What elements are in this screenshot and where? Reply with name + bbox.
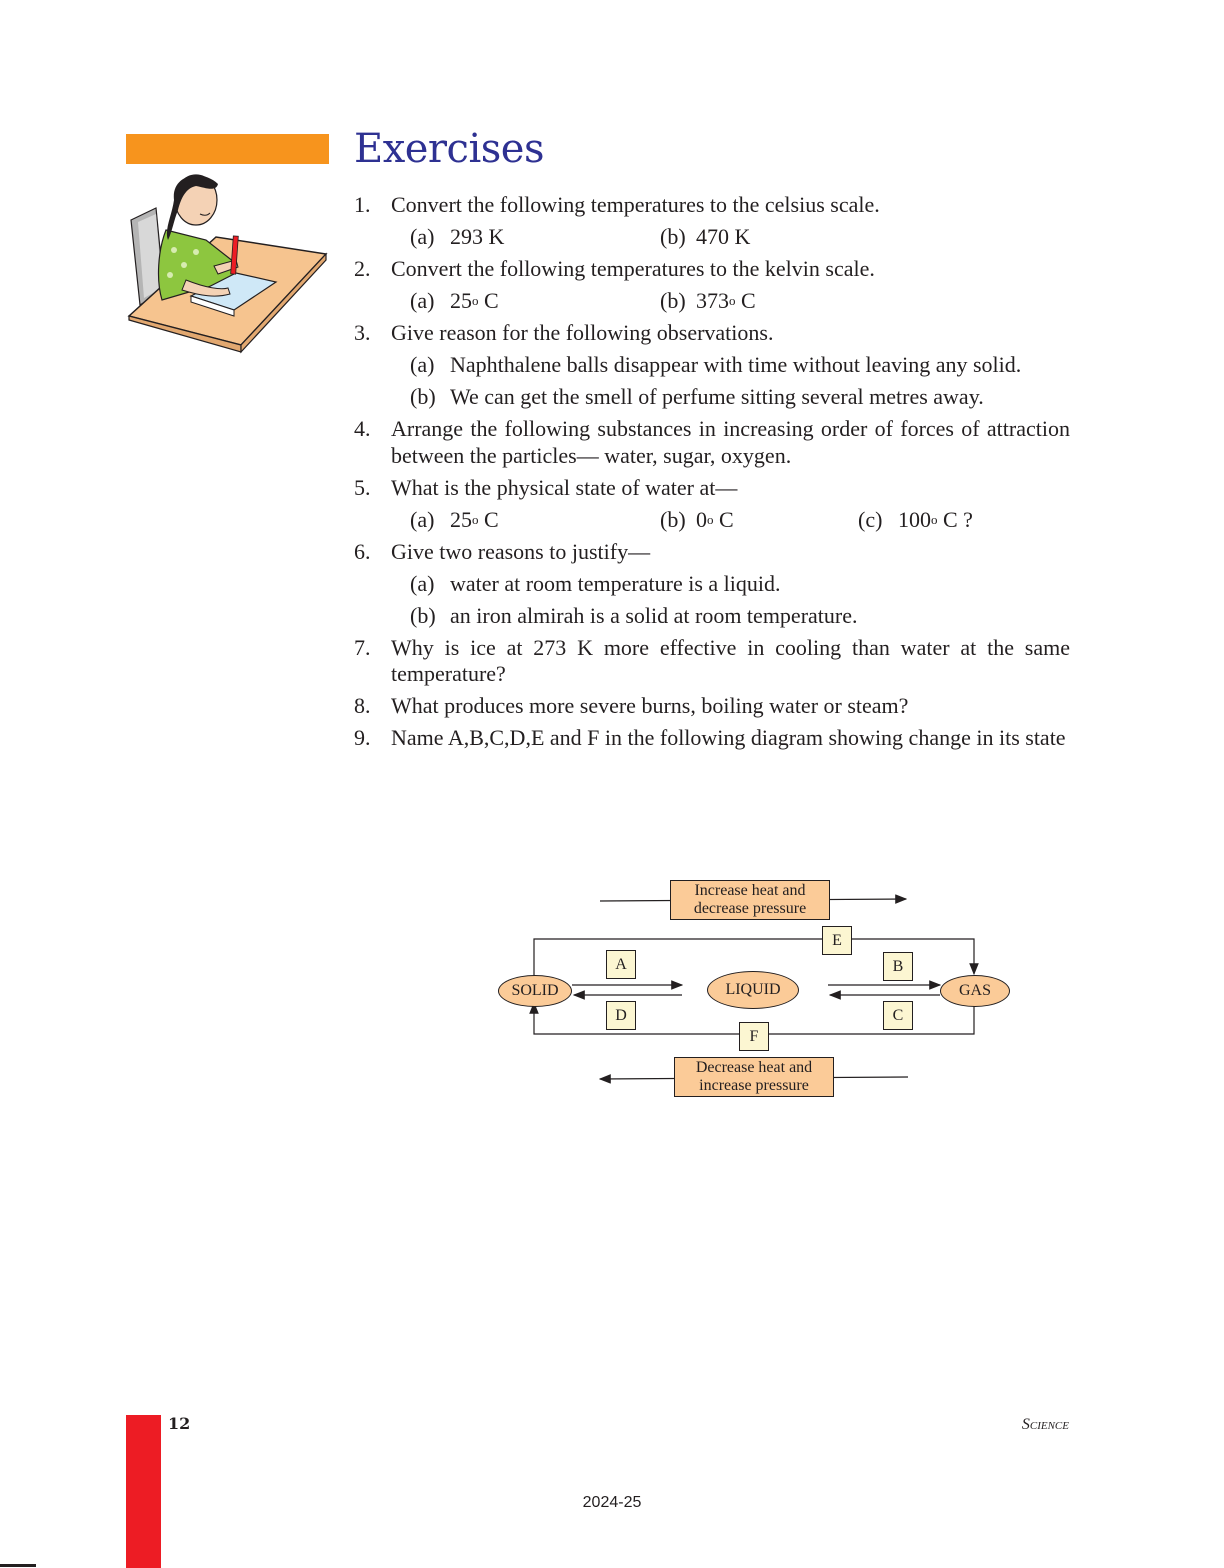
sub-item-b: (b) We can get the smell of perfume sitting several metres away. (410, 384, 984, 409)
question-text: Convert the following temperatures to the celsius scale. (391, 192, 880, 217)
header-accent-bar (126, 134, 329, 164)
question-4: 4. Arrange the following substances in increasing order of forces of attraction between the particles— water, sugar, oxygen. (354, 416, 1070, 468)
question-1 (354, 192, 1070, 219)
option-a: (a) 25 o C (410, 288, 499, 313)
question-2-options (410, 288, 1070, 315)
question-2: 2. Convert the following temperatures to the kelvin scale. (354, 256, 875, 281)
box-d: D (606, 1001, 636, 1030)
girl-writing-illustration (126, 170, 331, 360)
increase-heat-label: Increase heat and decrease pressure (670, 880, 830, 920)
box-a: A (606, 950, 636, 979)
question-3-subitems (410, 352, 1070, 411)
question-6-subitems (410, 571, 1070, 630)
question-6: 6. Give two reasons to justify— (354, 538, 651, 564)
question-3: 3. Give reason for the following observations. (354, 320, 774, 345)
box-f: F (739, 1022, 769, 1051)
sub-item-a: (a) water at room temperature is a liquid. (410, 570, 781, 596)
question-5: 5. What is the physical state of water at— (354, 474, 738, 500)
sub-item-a: (a) Naphthalene balls disappear with time without leaving any solid. (410, 352, 1022, 377)
option-c: (c) 100 o C ? (858, 506, 973, 532)
box-b: B (883, 952, 913, 981)
solid-state: SOLID (498, 975, 572, 1007)
question-1-options (410, 224, 1070, 251)
gas-state: GAS (940, 975, 1010, 1007)
running-head: Science (1021, 1416, 1069, 1433)
edition-year: 2024-25 (582, 1494, 642, 1511)
question-7: 7. Why is ice at 273 K more effective in cooling than water at the same temperature? (354, 634, 1070, 686)
sub-item-b: (b) an iron almirah is a solid at room temperature. (410, 602, 858, 628)
question-5-options (410, 507, 1070, 534)
option-a: (a) 25 o C (410, 506, 499, 532)
footer-accent-bar (126, 1415, 161, 1568)
state-change-diagram (490, 870, 1030, 1110)
page-number: 12 (168, 1414, 191, 1433)
question-number: 1. (354, 192, 371, 217)
liquid-state: LIQUID (707, 971, 799, 1009)
option-b: (b) 470 K (660, 224, 751, 249)
option-b: (b) 373 o C (660, 288, 756, 313)
box-c: C (883, 1001, 913, 1030)
exercise-list (354, 192, 1070, 757)
box-e: E (822, 926, 852, 955)
crop-mark (0, 1564, 36, 1567)
page-title: Exercises (354, 126, 544, 172)
question-9: 9. Name A,B,C,D,E and F in the following diagram showing change in its state (354, 725, 1066, 750)
decrease-heat-label: Decrease heat and increase pressure (674, 1057, 834, 1097)
question-8: 8. What produces more severe burns, boiling water or steam? (354, 693, 909, 718)
option-a: (a) 293 K (410, 224, 505, 249)
option-b: (b) 0 o C (660, 506, 734, 532)
